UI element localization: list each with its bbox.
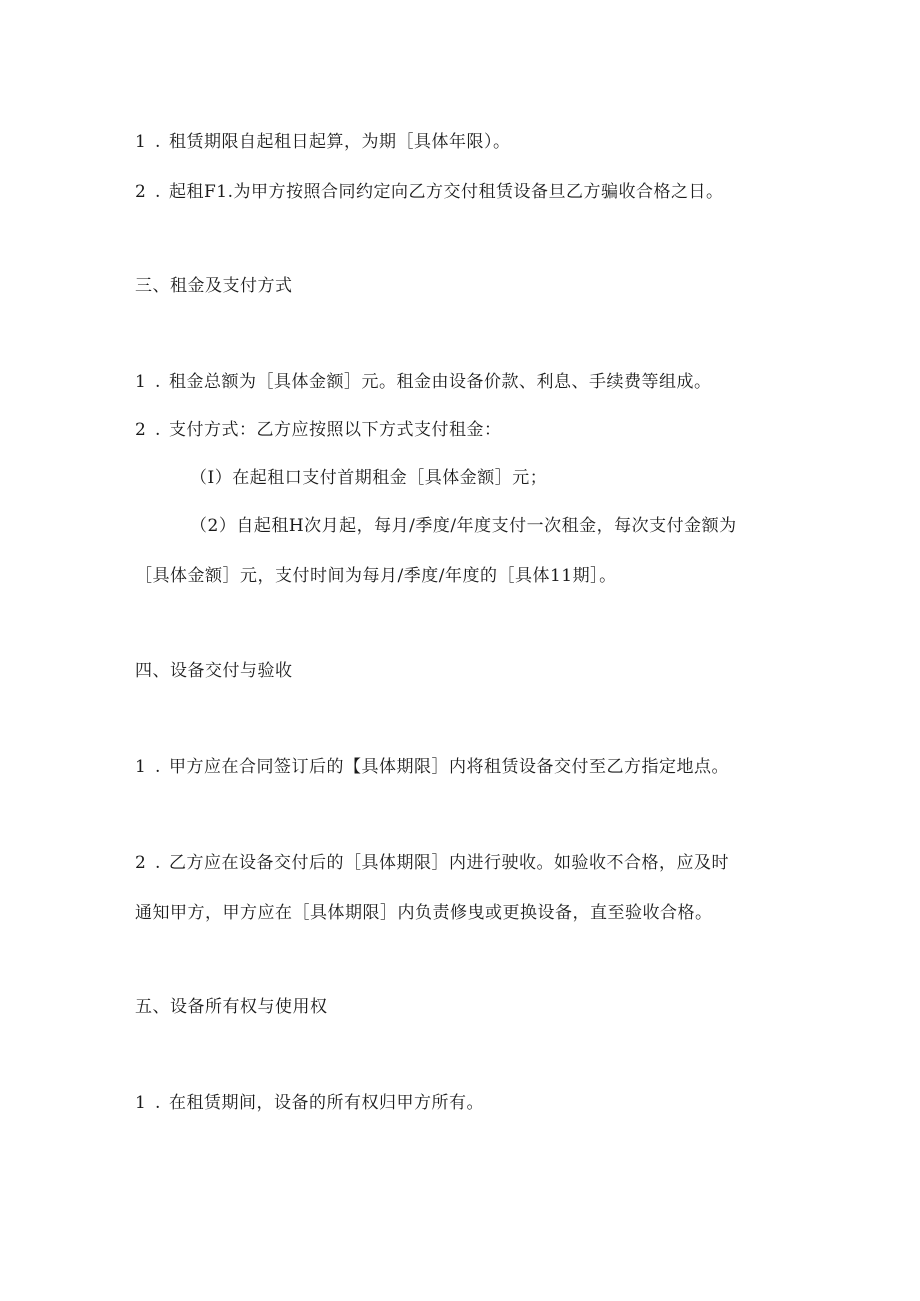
item-number: 2 — [135, 420, 147, 440]
item-text: 甲方应在合同签订后的【具体期限］内将租赁设备交付至乙方指定地点。 — [169, 757, 729, 777]
list-item: 2 . 支付方式：乙方应按照以下方式支付租金： — [135, 420, 502, 440]
item-text: 租赁期限自起租日起算，为期［具体年限）。 — [169, 132, 511, 152]
item-text: 租金总额为［具体金额］元。租金由设备价款、利息、手续费等组成。 — [169, 372, 712, 392]
sub-item: （2）自起租H次月起，每月/季度/年度支付一次租金，每次支付金额为 — [190, 516, 737, 536]
list-item: 1 . 在租赁期间，设备的所有权归甲方所有。 — [135, 1093, 484, 1113]
section-heading-rent: 三、租金及支付方式 — [135, 276, 293, 296]
item-text: 乙方应在设备交付后的［具体期限］内进行驶收。如验收不合格，应及时 — [169, 853, 729, 873]
section-heading-delivery: 四、设备交付与验收 — [135, 661, 293, 681]
section-heading-ownership: 五、设备所有权与使用权 — [135, 997, 328, 1017]
sub-item-continuation: ［具体金额］元，支付时间为每月/季度/年度的［具体11期］。 — [135, 566, 617, 586]
item-number: 2 — [135, 853, 147, 873]
item-number: 1 — [135, 372, 147, 392]
list-item: 1 . 租赁期限自起租日起算，为期［具体年限）。 — [135, 132, 511, 152]
list-item: 1 . 甲方应在合同签订后的【具体期限］内将租赁设备交付至乙方指定地点。 — [135, 757, 729, 777]
item-text: 起租F1.为甲方按照合同约定向乙方交付租赁设备旦乙方骗收合格之日。 — [169, 182, 724, 202]
item-number: 1 — [135, 1093, 147, 1113]
list-item: 2 . 起租F1.为甲方按照合同约定向乙方交付租赁设备旦乙方骗收合格之日。 — [135, 182, 724, 202]
sub-item: （I）在起租口支付首期租金［具体金额］元； — [190, 468, 548, 488]
list-item-continuation: 通知甲方，甲方应在［具体期限］内负责修曳或更换设备，直至验收合格。 — [135, 903, 713, 923]
item-number: 2 — [135, 182, 147, 202]
item-number: 1 — [135, 132, 147, 152]
item-number: 1 — [135, 757, 147, 777]
item-text: 在租赁期间，设备的所有权归甲方所有。 — [169, 1093, 484, 1113]
list-item: 1 . 租金总额为［具体金额］元。租金由设备价款、利息、手续费等组成。 — [135, 372, 712, 392]
list-item: 2 . 乙方应在设备交付后的［具体期限］内进行驶收。如验收不合格，应及时 — [135, 853, 729, 873]
item-text: 支付方式：乙方应按照以下方式支付租金： — [169, 420, 502, 440]
